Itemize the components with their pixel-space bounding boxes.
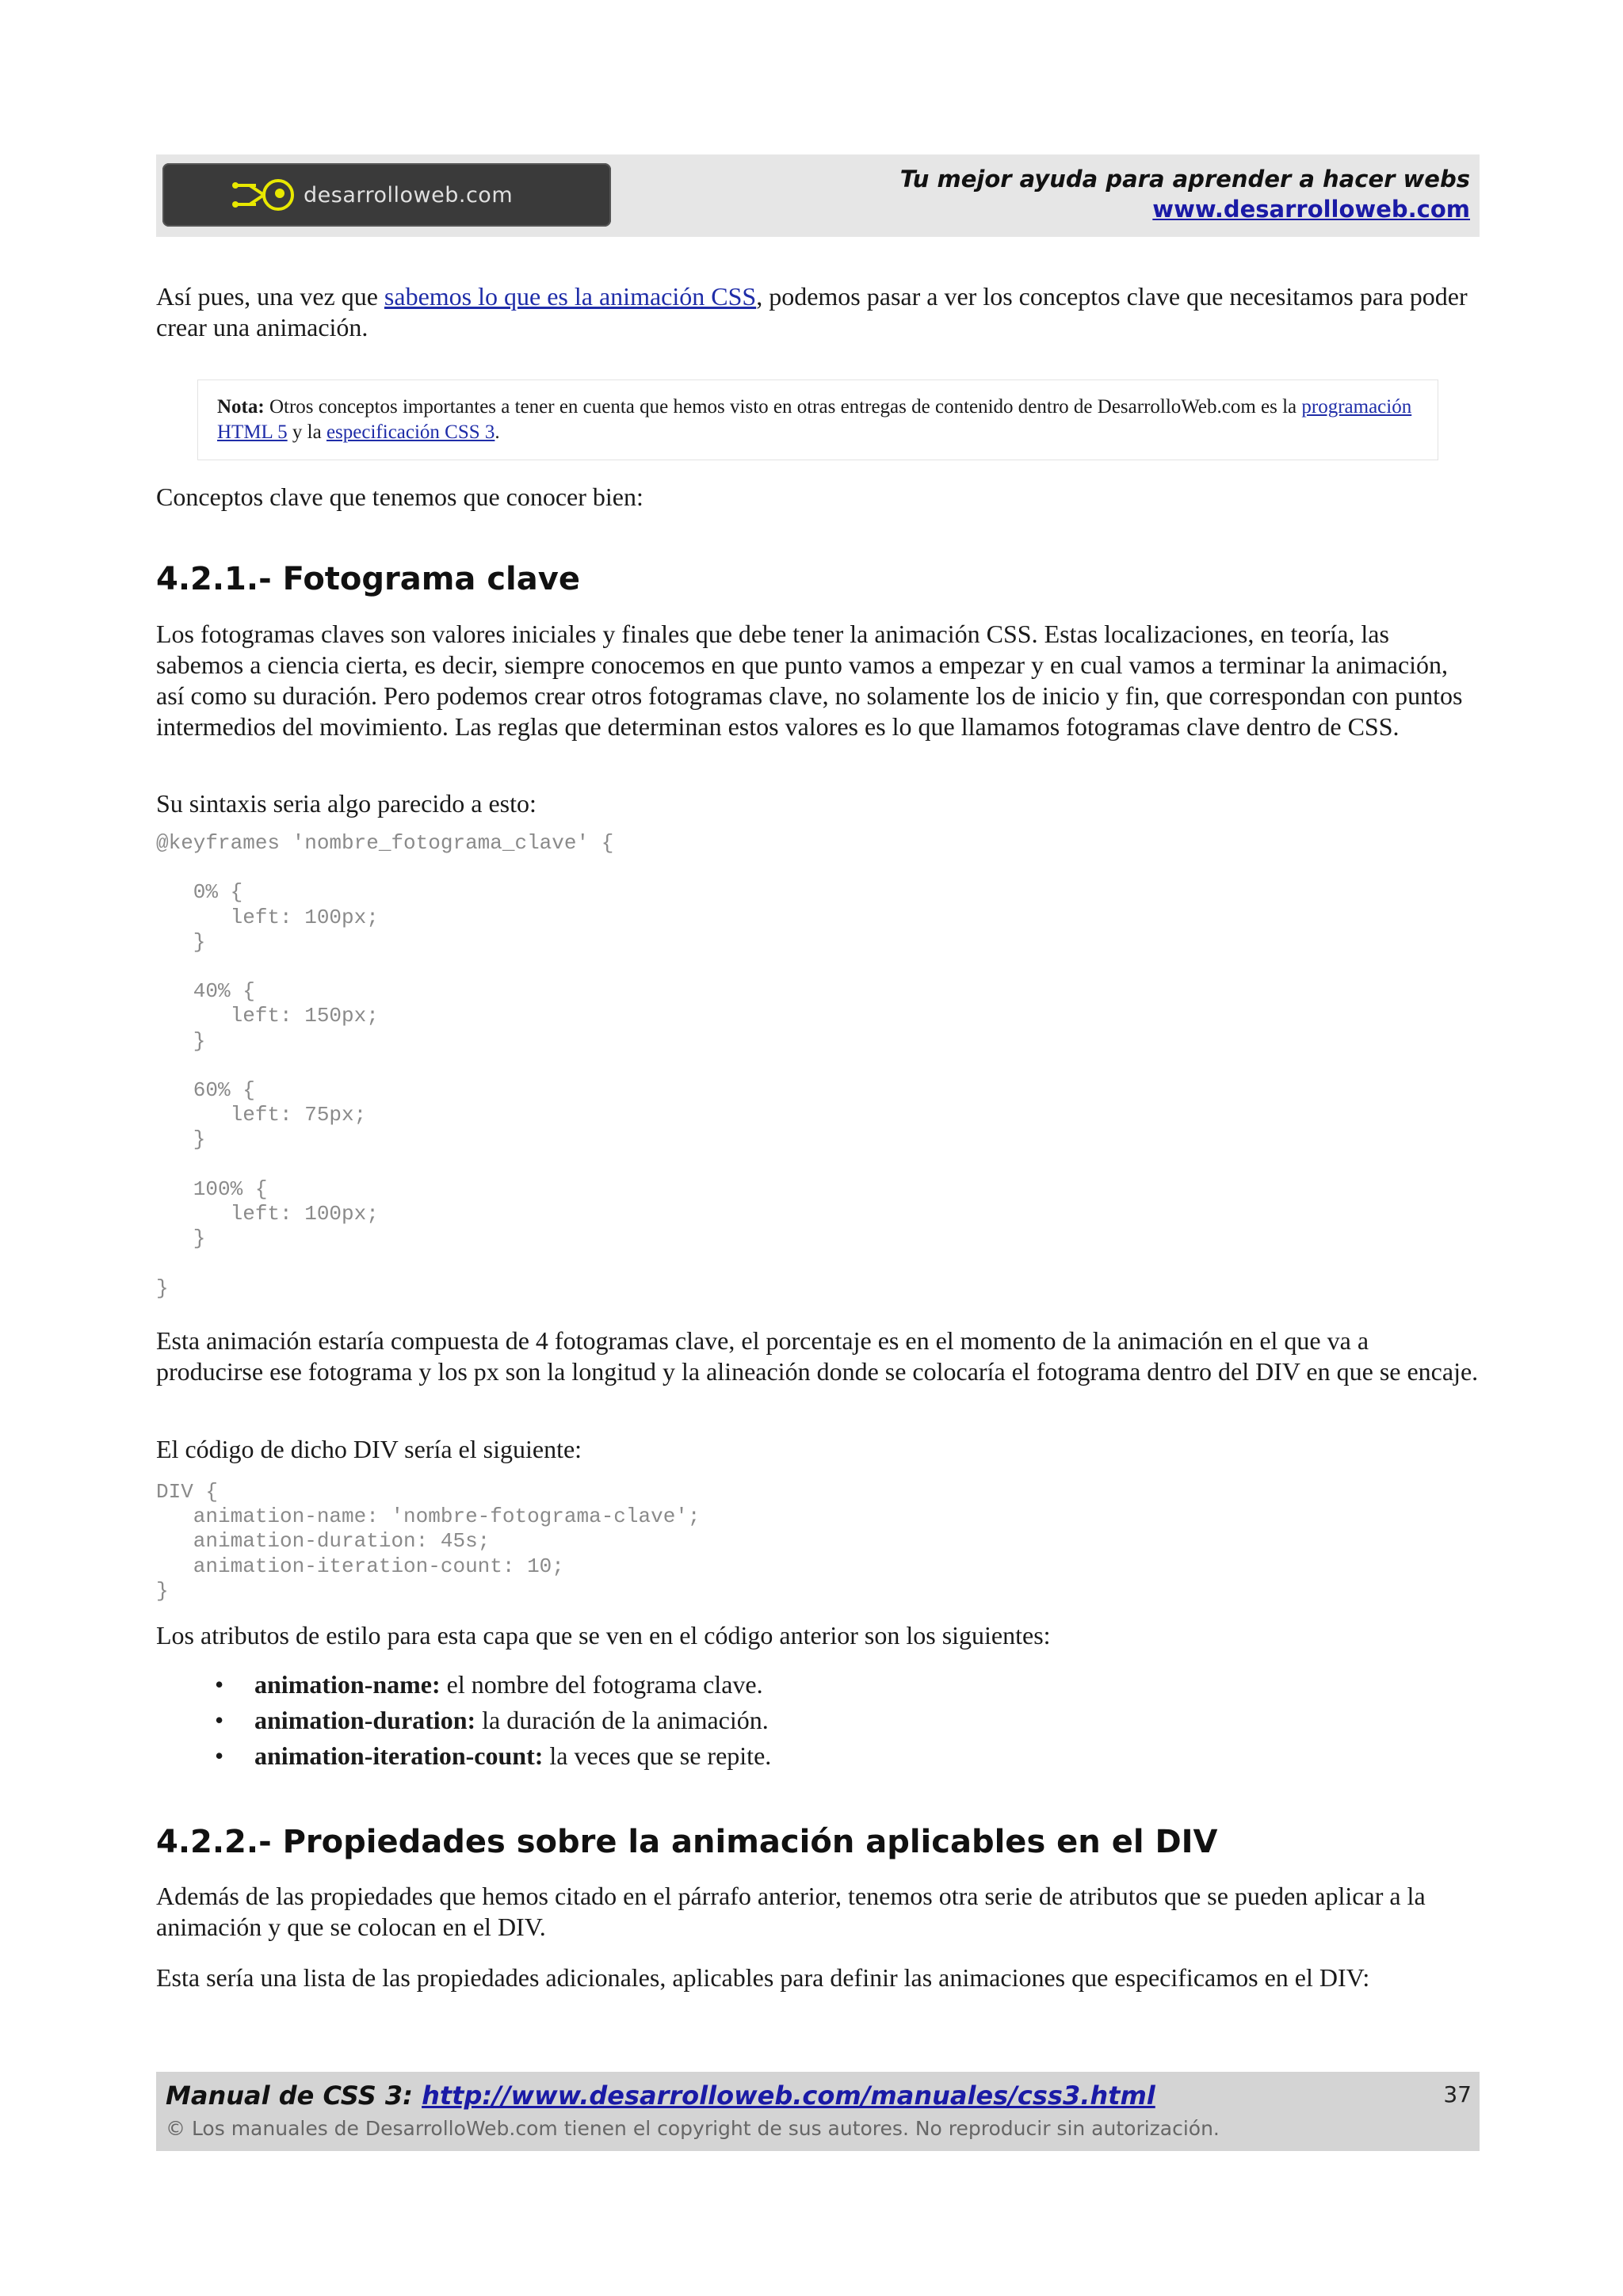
keyframe-explanation: Esta animación estaría compuesta de 4 fotogramas clave, el porcentaje es en el momento de la animación en el que va a producirse ese fotograma y los px son la longitud y la alineación donde se colocaría el fotograma dentro del DIV en que se encaje.: [156, 1326, 1479, 1386]
css-animation-link[interactable]: sabemos lo que es la animación CSS: [384, 282, 757, 311]
note-label: Nota:: [217, 396, 265, 418]
keyframe-paragraph: Los fotogramas claves son valores iniciales y finales que debe tener la animación CSS. Estas localizaciones, en teoría, las sabemos a ciencia cierta, es decir, siempre conocemos en que punto vamos a empezar y en cual vamos a terminar la animación, así como su duración. Pero podemos crear otros fotogramas clave, no solamente los de inicio y fin, que correspondan con puntos intermedios del movimiento. Las reglas que determinan estos valores es lo que llamamos fotogramas clave dentro de CSS.: [156, 620, 1463, 741]
intro-before: Así pues, una vez que: [156, 282, 384, 311]
logo-icon: [232, 174, 296, 215]
keyframes-code-block: @keyframes 'nombre_fotograma_clave' { 0% { left: 100px; } 40% { left: 150px; } 60% { left: 75px; } 100% { left: 100px; } }: [156, 831, 614, 1300]
concepts-intro: Conceptos clave que tenemos que conocer bien:: [156, 482, 643, 511]
list-term: animation-duration:: [254, 1706, 476, 1734]
intro-paragraph: [156, 281, 1480, 343]
site-logo[interactable]: [162, 163, 611, 227]
div-code-intro: El código de dicho DIV sería el siguiente:: [156, 1435, 582, 1463]
note-text-2: y la: [287, 421, 327, 443]
logo-text: desarrolloweb.com: [304, 182, 514, 208]
list-item: [215, 1738, 771, 1774]
list-term: animation-name:: [254, 1670, 441, 1699]
properties-paragraph: Además de las propiedades que hemos citado en el párrafo anterior, tenemos otra serie de atributos que se pueden aplicar a la animación y que se colocan en el DIV.: [156, 1882, 1426, 1941]
list-desc: la veces que se repite.: [543, 1741, 772, 1770]
html5-link[interactable]: programación HTML 5: [217, 396, 1412, 443]
page-footer: [156, 2072, 1480, 2151]
header-tagline: [900, 164, 1470, 224]
page-number: 37: [1443, 2081, 1472, 2107]
list-term: animation-iteration-count:: [254, 1741, 544, 1770]
list-desc: la duración de la animación.: [475, 1706, 769, 1734]
list-desc: el nombre del fotograma clave.: [440, 1670, 763, 1699]
copyright-notice: © Los manuales de DesarrolloWeb.com tienen el copyright de sus autores. No reproducir sin autorización.: [166, 2117, 1220, 2140]
footer-title: [166, 2080, 1155, 2111]
intro-after: , podemos pasar a ver los conceptos clave que necesitamos para poder crear una animación.: [156, 282, 1468, 341]
css3-spec-link[interactable]: especificación CSS 3: [326, 421, 495, 443]
note-text-3: .: [495, 421, 500, 443]
section-heading-properties: 4.2.2.- Propiedades sobre la animación aplicables en el DIV: [156, 1824, 1218, 1860]
list-item: [215, 1703, 771, 1738]
properties-list-intro: Esta sería una lista de las propiedades adicionales, aplicables para definir las animaciones que especificamos en el DIV:: [156, 1963, 1370, 1992]
bullet-icon: •: [215, 1741, 224, 1770]
bullet-icon: •: [215, 1670, 224, 1699]
list-item: [215, 1667, 771, 1703]
document-page: [156, 154, 1480, 2140]
note-box: [197, 379, 1438, 460]
tagline-text: Tu mejor ayuda para aprender a hacer webs: [899, 166, 1470, 193]
syntax-intro: Su sintaxis seria algo parecido a esto:: [156, 789, 537, 818]
bullet-icon: •: [215, 1706, 224, 1734]
manual-title: Manual de CSS 3:: [166, 2081, 422, 2111]
attributes-list: [215, 1667, 771, 1774]
manual-link[interactable]: http://www.desarrolloweb.com/manuales/css3.html: [422, 2081, 1155, 2111]
section-heading-keyframe: 4.2.1.- Fotograma clave: [156, 561, 580, 597]
note-text-1: Otros conceptos importantes a tener en cuenta que hemos visto en otras entregas de contenido dentro de DesarrolloWeb.com es la: [264, 396, 1302, 418]
site-link[interactable]: www.desarrolloweb.com: [1152, 196, 1470, 223]
page-header: [156, 154, 1480, 237]
attributes-intro: Los atributos de estilo para esta capa que se ven en el código anterior son los siguientes:: [156, 1621, 1051, 1650]
div-code-block: DIV { animation-name: 'nombre-fotograma-clave'; animation-duration: 45s; animation-iteration-count: 10; }: [156, 1480, 701, 1603]
